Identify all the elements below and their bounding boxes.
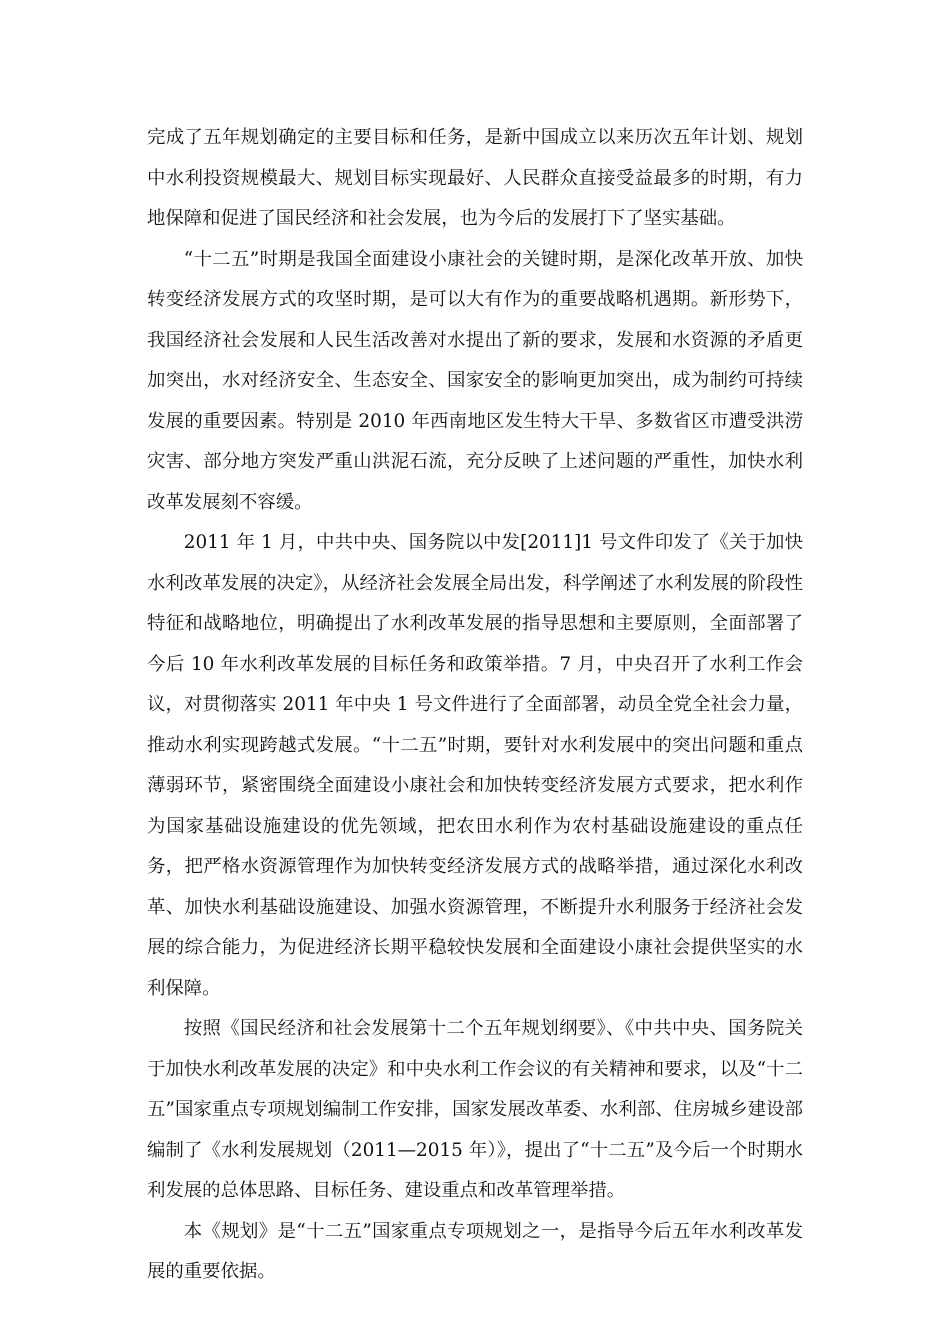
paragraph-2011-central-decision: 2011 年 1 月，中共中央、国务院以中发[2011]1 号文件印发了《关于加快水利改革发展的决定》，从经济社会发展全局出发，科学阐述了水利发展的阶段性特征和战略地位，明确提出了水利改革发展的指导思想和主要原则，全面部署了今后 10 年水利改革发展的目标任务和政策举措。7 月，中央召开了水利工作会议，对贯彻落实 2011 年中央 1 号文件进行了全面部署，动员全党全社会力量，推动水利实现跨越式发展。“十二五”时期，要针对水利发展中的突出问题和重点薄弱环节，紧密围绕全面建设小康社会和加快转变经济发展方式要求，把水利作为国家基础设施建设的优先领域，把农田水利作为农村基础设施建设的重点任务，把严格水资源管理作为加快转变经济发展方式的战略举措，通过深化水利改革、加快水利基础设施建设、加强水资源管理，不断提升水利服务于经济社会发展的综合能力，为促进经济长期平稳较快发展和全面建设小康社会提供坚实的水利保障。	[147, 532, 803, 999]
paragraph-plan-significance: 本《规划》是“十二五”国家重点专项规划之一，是指导今后五年水利改革发展的重要依据。	[147, 1220, 803, 1282]
document-body	[147, 118, 803, 1293]
paragraph-continued-achievements: 完成了五年规划确定的主要目标和任务，是新中国成立以来历次五年计划、规划中水利投资规模最大、规划目标实现最好、人民群众直接受益最多的时期，有力地保障和促进了国民经济和社会发展，也为今后的发展打下了坚实基础。	[147, 127, 803, 229]
paragraph-plan-compilation: 按照《国民经济和社会发展第十二个五年规划纲要》、《中共中央、国务院关于加快水利改革发展的决定》和中央水利工作会议的有关精神和要求，以及“十二五”国家重点专项规划编制工作安排，国家发展改革委、水利部、住房城乡建设部编制了《水利发展规划（2011—2015 年）》，提出了“十二五”及今后一个时期水利发展的总体思路、目标任务、建设重点和改革管理举措。	[147, 1018, 803, 1201]
paragraph-twelfth-five-year-period: “十二五”时期是我国全面建设小康社会的关键时期，是深化改革开放、加快转变经济发展方式的攻坚时期，是可以大有作为的重要战略机遇期。新形势下，我国经济社会发展和人民生活改善对水提出了新的要求，发展和水资源的矛盾更加突出，水对经济安全、生态安全、国家安全的影响更加突出，成为制约可持续发展的重要因素。特别是 2010 年西南地区发生特大干旱、多数省区市遭受洪涝灾害、部分地方突发严重山洪泥石流，充分反映了上述问题的严重性，加快水利改革发展刻不容缓。	[147, 248, 803, 513]
